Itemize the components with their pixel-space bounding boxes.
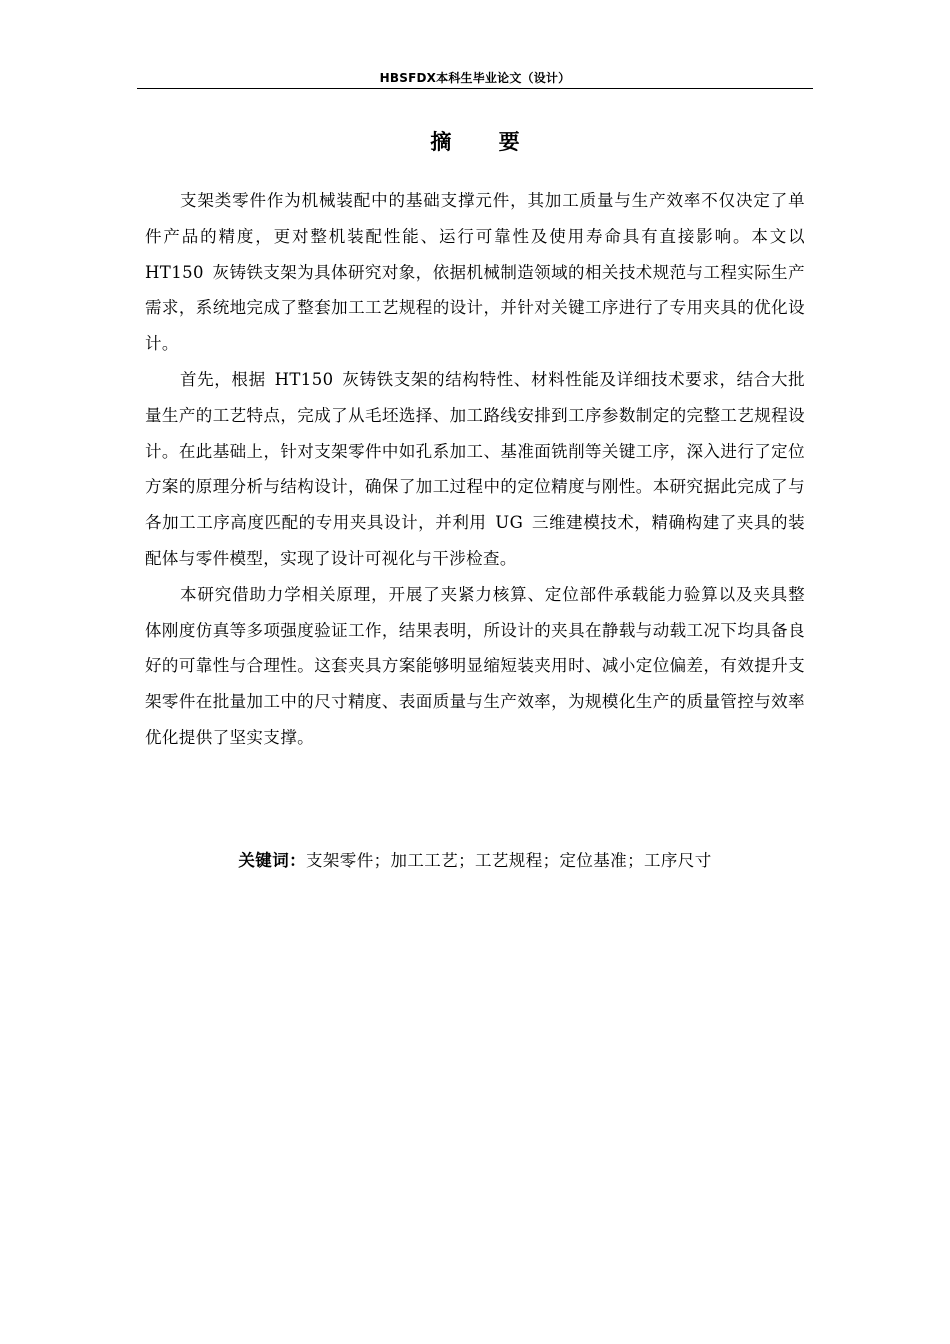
abstract-title: 摘 要 — [430, 130, 540, 154]
page-header — [137, 68, 813, 89]
abstract-paragraph-2: 首先，根据 HT150 灰铸铁支架的结构特性、材料性能及详细技术要求，结合大批量生产的工艺特点，完成了从毛坯选择、加工路线安排到工序参数制定的完整工艺规程设计。在此基础上，针对支架零件中如孔系加工、基准面铣削等关键工序，深入进行了定位方案的原理分析与结构设计，确保了加工过程中的定位精度与刚性。本研究据此完成了与各加工工序高度匹配的专用夹具设计，并利用 UG 三维建模技术，精确构建了夹具的装配体与零件模型，实现了设计可视化与干涉检查。 — [145, 369, 805, 568]
abstract-body — [145, 183, 805, 756]
abstract-paragraph-1: 支架类零件作为机械装配中的基础支撑元件，其加工质量与生产效率不仅决定了单件产品的精度，更对整机装配性能、运行可靠性及使用寿命具有直接影响。本文以 HT150 灰铸铁支架为具体研究对象，依据机械制造领域的相关技术规范与工程实际生产需求，系统地完成了整套加工工艺规程的设计，并针对关键工序进行了专用夹具的优化设计。 — [145, 191, 805, 354]
keywords-list: 支架零件；加工工艺；工艺规程；定位基准；工序尺寸 — [306, 851, 712, 870]
abstract-paragraph-3: 本研究借助力学相关原理，开展了夹紧力核算、定位部件承载能力验算以及夹具整体刚度仿真等多项强度验证工作，结果表明，所设计的夹具在静载与动载工况下均具备良好的可靠性与合理性。这套夹具方案能够明显缩短装夹用时、减小定位偏差，有效提升支架零件在批量加工中的尺寸精度、表面质量与生产效率，为规模化生产的质量管控与效率优化提供了坚实支撑。 — [145, 584, 805, 747]
keywords-label: 关键词： — [238, 851, 306, 870]
keywords-line — [137, 843, 813, 879]
running-title: HBSFDX本科生毕业论文（设计） — [379, 71, 571, 85]
